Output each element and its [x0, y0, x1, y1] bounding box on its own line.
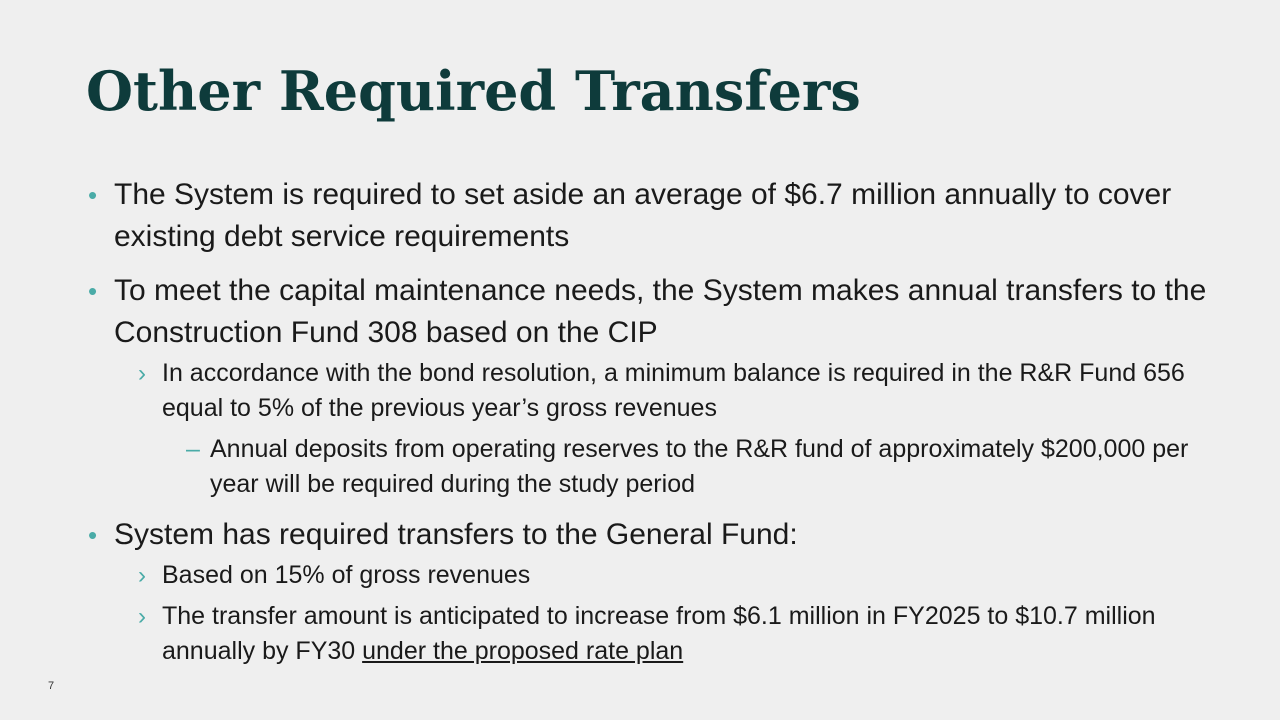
sub-bullet-text: The transfer amount is anticipated to increase from $6.1 million in FY2025 to $10.7 million annually by FY30	[162, 602, 1156, 665]
sub-bullet-marker: ›	[138, 562, 146, 589]
sub-bullet-list	[114, 558, 1226, 669]
sub-bullet-list	[114, 356, 1226, 502]
bullet-text: System has required transfers to the General Fund:	[114, 518, 798, 551]
sub-sub-bullet-list	[162, 432, 1226, 502]
dash-marker: –	[186, 435, 200, 463]
bullet-list	[86, 174, 1226, 681]
slide-title: Other Required Transfers	[86, 59, 861, 123]
underlined-text: under the proposed rate plan	[362, 637, 684, 665]
bullet-marker: •	[88, 520, 98, 550]
sub-bullet-item	[114, 558, 1226, 593]
sub-bullet-item	[114, 599, 1226, 669]
page-number: 7	[48, 680, 55, 692]
bullet-marker: •	[88, 180, 98, 210]
sub-bullet-text: Based on 15% of gross revenues	[162, 561, 531, 589]
sub-sub-bullet-text: Annual deposits from operating reserves to the R&R fund of approximately $200,000 per year will be required during the study period	[210, 435, 1189, 498]
sub-bullet-marker: ›	[138, 603, 146, 630]
sub-bullet-marker: ›	[138, 360, 146, 387]
bullet-marker: •	[88, 276, 98, 306]
bullet-text: The System is required to set aside an average of $6.7 million annually to cover existing debt service requirements	[114, 178, 1172, 253]
bullet-item	[86, 174, 1226, 258]
bullet-item	[86, 514, 1226, 669]
bullet-item	[86, 270, 1226, 502]
sub-bullet-text: In accordance with the bond resolution, a minimum balance is required in the R&R Fund 656 equal to 5% of the previous year’s gross revenues	[162, 359, 1185, 422]
sub-sub-bullet-item	[162, 432, 1226, 502]
sub-bullet-item	[114, 356, 1226, 502]
bullet-text: To meet the capital maintenance needs, the System makes annual transfers to the Construction Fund 308 based on the CIP	[114, 274, 1207, 349]
